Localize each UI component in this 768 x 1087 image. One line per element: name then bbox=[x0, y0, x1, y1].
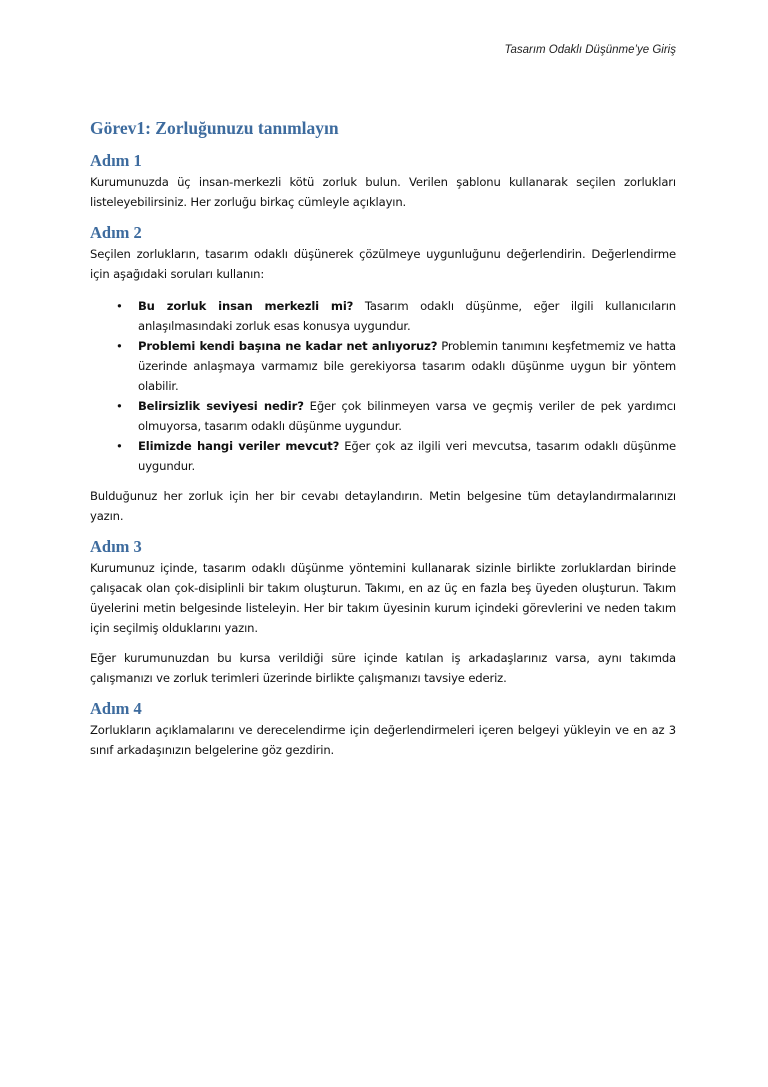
list-item bbox=[90, 436, 676, 476]
bullet-icon: • bbox=[116, 439, 123, 453]
running-header: Tasarım Odaklı Düşünme’ye Giriş bbox=[504, 44, 676, 56]
question-text: Problemin tanımını keşfetmemiz ve hatta üzerinde anlaşmaya varmamız bile gerekiyorsa tasarım odaklı düşünme uygun bir yöntem olabilir. bbox=[138, 339, 676, 393]
list-item bbox=[90, 296, 676, 336]
bullet-icon: • bbox=[116, 299, 123, 313]
step2-intro: Seçilen zorlukların, tasarım odaklı düşünerek çözülmeye uygunluğunu değerlendirin. Değerlendirme için aşağıdaki soruları kullanın: bbox=[90, 247, 676, 281]
bullet-icon: • bbox=[116, 399, 123, 413]
question-bold: Bu zorluk insan merkezli mi? bbox=[138, 299, 354, 313]
question-bold: Problemi kendi başına ne kadar net anlıyoruz? bbox=[138, 339, 438, 353]
step4-paragraph: Zorlukların açıklamalarını ve derecelendirme için değerlendirmeleri içeren belgeyi yükleyin ve en az 3 sınıf arkadaşınızın belgelerine göz gezdirin. bbox=[90, 723, 676, 757]
question-text: Eğer çok bilinmeyen varsa ve geçmiş veriler de pek yardımcı olmuyorsa, tasarım odaklı düşünme uygundur. bbox=[138, 399, 677, 433]
question-bold: Elimizde hangi veriler mevcut? bbox=[138, 439, 340, 453]
step1-paragraph: Kurumunuzda üç insan-merkezli kötü zorluk bulun. Verilen şablonu kullanarak seçilen zorlukları listeleyebilirsiniz. Her zorluğu birkaç cümleyle açıklayın. bbox=[90, 175, 676, 209]
question-text: Eğer çok az ilgili veri mevcutsa, tasarım odaklı düşünme uygundur. bbox=[138, 439, 676, 473]
step1-heading: Adım 1 bbox=[90, 151, 142, 170]
step3-paragraph-2: Eğer kurumunuzdan bu kursa verildiği süre içinde katılan iş arkadaşlarınız varsa, aynı takımda çalışmanızı ve zorluk terimleri üzerinde birlikte çalışmanızı tavsiye ederiz. bbox=[90, 651, 676, 685]
step4-heading: Adım 4 bbox=[90, 699, 142, 718]
step3-paragraph-1: Kurumunuz içinde, tasarım odaklı düşünme yöntemini kullanarak sizinle birlikte zorluklardan birinde çalışacak olan çok-disiplinli bir takım oluşturun. Takımı, en az üç en fazla beş üyeden oluşturun. Takım üyelerini metin belgesinde listeleyin. Her bir takım üyesinin kurum içindeki görevlerini ve neden takım için seçilmiş olduklarını yazın. bbox=[90, 561, 676, 635]
step2-question-list bbox=[90, 296, 676, 476]
task-title: Görev1: Zorluğunuzu tanımlayın bbox=[90, 118, 339, 138]
step3-heading: Adım 3 bbox=[90, 537, 142, 556]
bullet-icon: • bbox=[116, 339, 123, 353]
question-bold: Belirsizlik seviyesi nedir? bbox=[138, 399, 304, 413]
document-body bbox=[90, 118, 676, 770]
list-item bbox=[90, 336, 676, 396]
question-text: Tasarım odaklı düşünme, eğer ilgili kullanıcıların anlaşılmasındaki zorluk esas konusya uygundur. bbox=[138, 299, 676, 333]
list-item bbox=[90, 396, 676, 436]
step2-outro: Bulduğunuz her zorluk için her bir cevabı detaylandırın. Metin belgesine tüm detaylandırmalarınızı yazın. bbox=[90, 489, 676, 523]
step2-heading: Adım 2 bbox=[90, 223, 142, 242]
